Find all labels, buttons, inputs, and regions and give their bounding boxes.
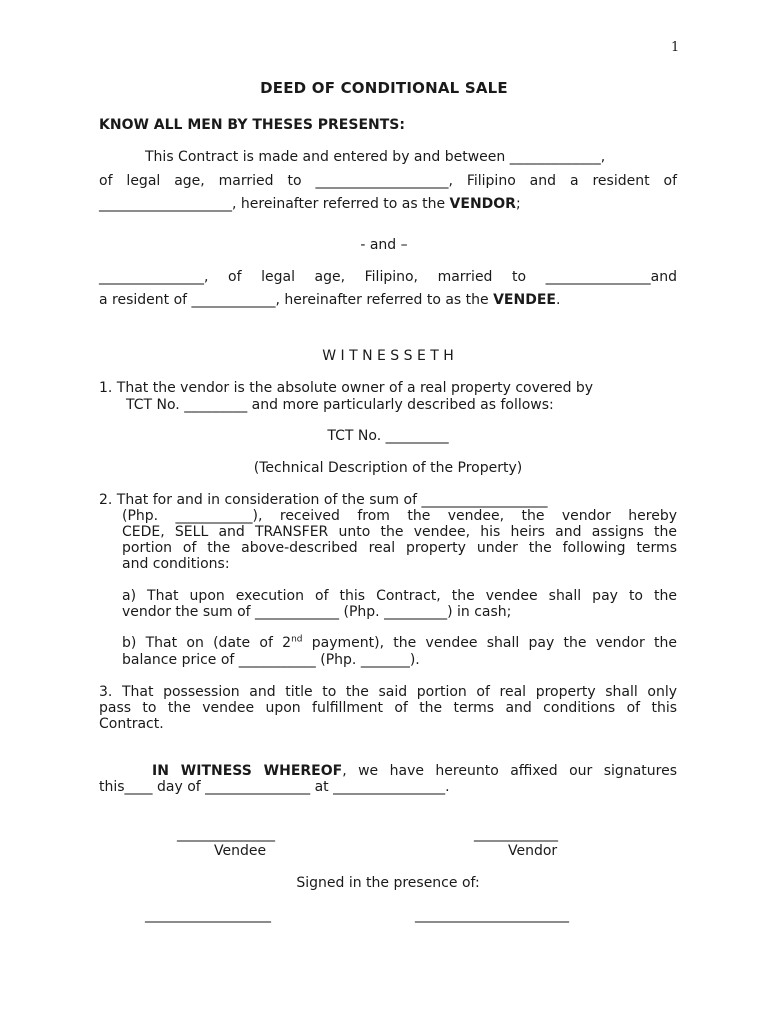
item3-line-2: pass to the vendee upon fulfillment of the terms and conditions of this	[99, 700, 677, 716]
item1-line-1: 1. That the vendor is the absolute owner of a real property covered by	[99, 380, 594, 396]
witness-signature-line-right: ______________________	[415, 907, 569, 923]
intro-line-3	[99, 196, 521, 212]
intro-line-3-text: ___________________, hereinafter referred to as the	[99, 196, 450, 212]
signed-in-presence: Signed in the presence of:	[296, 875, 480, 891]
vendee-line-2-end: .	[555, 292, 561, 308]
item3-line-1: 3. That possession and title to the said portion of real property shall only	[99, 684, 677, 700]
vendor-label: Vendor	[508, 843, 558, 859]
vendee-line-1: _______________, of legal age, Filipino, married to _______________and	[99, 269, 677, 285]
item2-line-2: (Php. ___________), received from the vendee, the vendor hereby	[122, 508, 677, 524]
item2-line-5: and conditions:	[122, 556, 230, 572]
item2b-line-2: balance price of ___________ (Php. _______).	[122, 652, 420, 668]
item2-line-1: 2. That for and in consideration of the sum of __________________	[99, 492, 548, 508]
vendee-line-2-text: a resident of ____________, hereinafter referred to as the	[99, 292, 494, 308]
tct-line: TCT No. _________	[327, 428, 449, 444]
witness-signature-line-left: __________________	[145, 907, 271, 923]
in-witness-whereof: IN WITNESS WHEREOF	[152, 763, 343, 779]
witness-clause-text: , we have hereunto affixed our signatures	[342, 763, 677, 779]
intro-line-2: of legal age, married to ___________________, Filipino and a resident of	[99, 173, 677, 189]
item2b-line-1	[122, 635, 677, 651]
witness-clause-line-2: this____ day of _______________ at ________________.	[99, 779, 450, 795]
intro-line-3-end: ;	[515, 196, 521, 212]
vendee-signature-line: ______________	[177, 826, 275, 842]
vendor-signature-line: ____________	[474, 826, 558, 842]
item3-line-3: Contract.	[99, 716, 164, 732]
item2-line-4: portion of the above-described real property under the following terms	[122, 540, 677, 556]
intro-line-1: This Contract is made and entered by and between _____________,	[145, 149, 606, 165]
ordinal-superscript: nd	[291, 634, 303, 645]
item2a-line-2: vendor the sum of ____________ (Php. _________) in cash;	[122, 604, 512, 620]
vendee-line-2	[99, 292, 560, 308]
and-separator: - and –	[360, 237, 408, 253]
witness-clause-line-1	[152, 763, 677, 779]
vendee-label: Vendee	[214, 843, 267, 859]
item2a-line-1: a) That upon execution of this Contract, the vendee shall pay to the	[122, 588, 677, 604]
witnesseth-heading: W I T N E S S E T H	[322, 348, 454, 364]
item2-line-3: CEDE, SELL and TRANSFER unto the vendee, his heirs and assigns the	[122, 524, 677, 540]
item1-line-2: TCT No. _________ and more particularly described as follows:	[126, 397, 554, 413]
page-number: 1	[671, 40, 680, 55]
vendee-term: VENDEE	[493, 292, 556, 308]
technical-description: (Technical Description of the Property)	[253, 460, 523, 476]
item2b-line-1-text: b) That on (date of 2	[122, 635, 292, 651]
vendor-term: VENDOR	[449, 196, 516, 212]
item2b-line-1-end: payment), the vendee shall pay the vendor the	[302, 635, 677, 651]
preamble-heading: KNOW ALL MEN BY THESES PRESENTS:	[99, 117, 405, 133]
document-title: DEED OF CONDITIONAL SALE	[260, 79, 508, 97]
